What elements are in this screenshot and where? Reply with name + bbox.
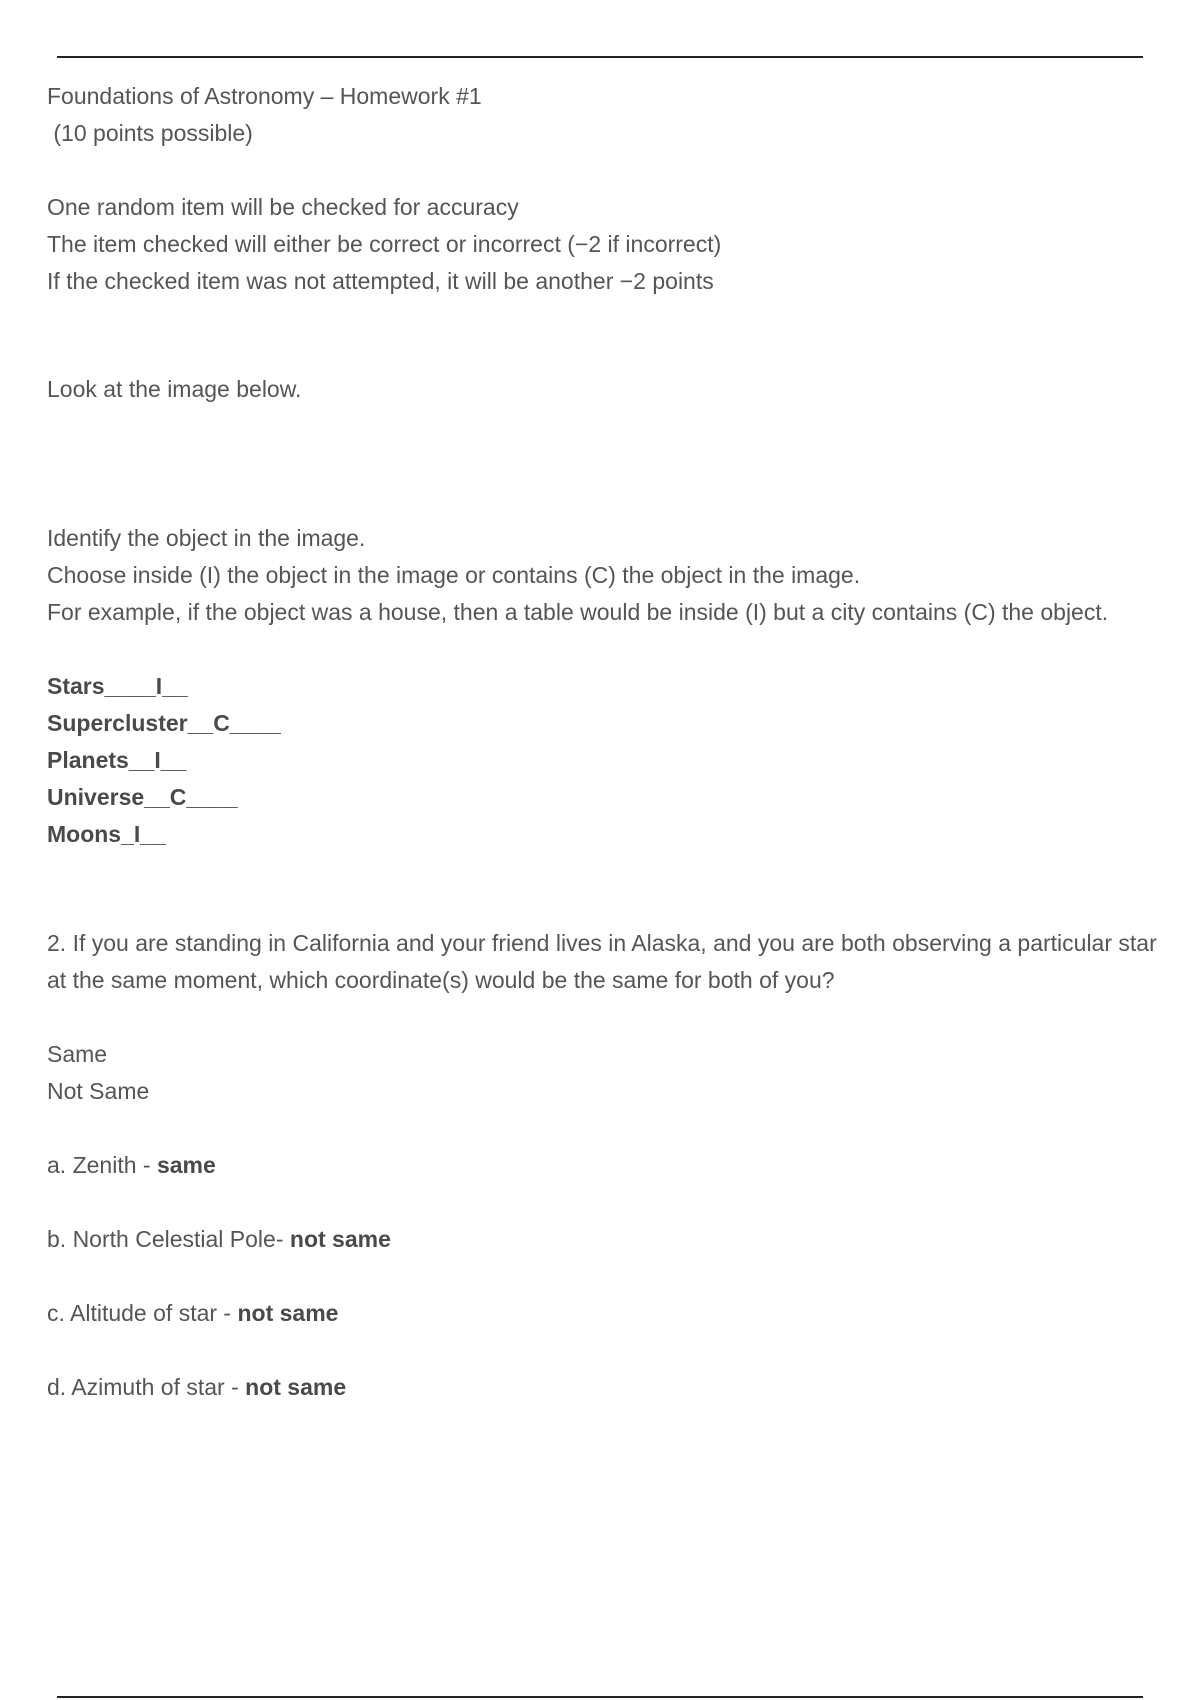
option-label: a. Zenith - — [47, 1152, 157, 1178]
rule-line: If the checked item was not attempted, it will be another −2 points — [47, 268, 714, 294]
answer-supercluster: Supercluster__C____ — [47, 710, 281, 736]
q1-instruction: Choose inside (I) the object in the image or contains (C) the object in the image. — [47, 562, 861, 588]
option-answer: same — [156, 1152, 216, 1178]
option-answer: not same — [289, 1226, 391, 1252]
answer-stars: Stars____I__ — [47, 673, 188, 699]
q2-option-d — [47, 1369, 1157, 1406]
q2-option-a — [47, 1147, 1157, 1184]
top-divider — [57, 56, 1143, 58]
q2-option-c — [47, 1295, 1157, 1332]
choice-not-same: Not Same — [47, 1078, 150, 1104]
q1-example: For example, if the object was a house, then a table would be inside (I) but a city contains (C) the object. — [47, 599, 1109, 625]
q1-instruction: Identify the object in the image. — [47, 525, 366, 551]
look-instruction: Look at the image below. — [47, 376, 302, 402]
q2-option-b — [47, 1221, 1157, 1258]
option-label: d. Azimuth of star - — [47, 1374, 246, 1400]
bottom-divider — [57, 1696, 1143, 1698]
choice-same: Same — [47, 1041, 108, 1067]
answer-universe: Universe__C____ — [47, 784, 238, 810]
q2-question: 2. If you are standing in California and your friend lives in Alaska, and you are both observing a particular star at the same moment, which coordinate(s) would be the same for both of you? — [47, 930, 1157, 993]
points-possible: (10 points possible) — [47, 120, 253, 146]
option-answer: not same — [237, 1300, 339, 1326]
document-body — [47, 78, 1157, 1406]
option-label: b. North Celestial Pole- — [47, 1226, 290, 1252]
option-answer: not same — [245, 1374, 347, 1400]
option-label: c. Altitude of star - — [47, 1300, 238, 1326]
rule-line: One random item will be checked for accuracy — [47, 194, 519, 220]
answer-moons: Moons_I__ — [47, 821, 166, 847]
answer-planets: Planets__I__ — [47, 747, 187, 773]
document-title: Foundations of Astronomy – Homework #1 — [47, 83, 482, 109]
rule-line: The item checked will either be correct or incorrect (−2 if incorrect) — [47, 231, 722, 257]
